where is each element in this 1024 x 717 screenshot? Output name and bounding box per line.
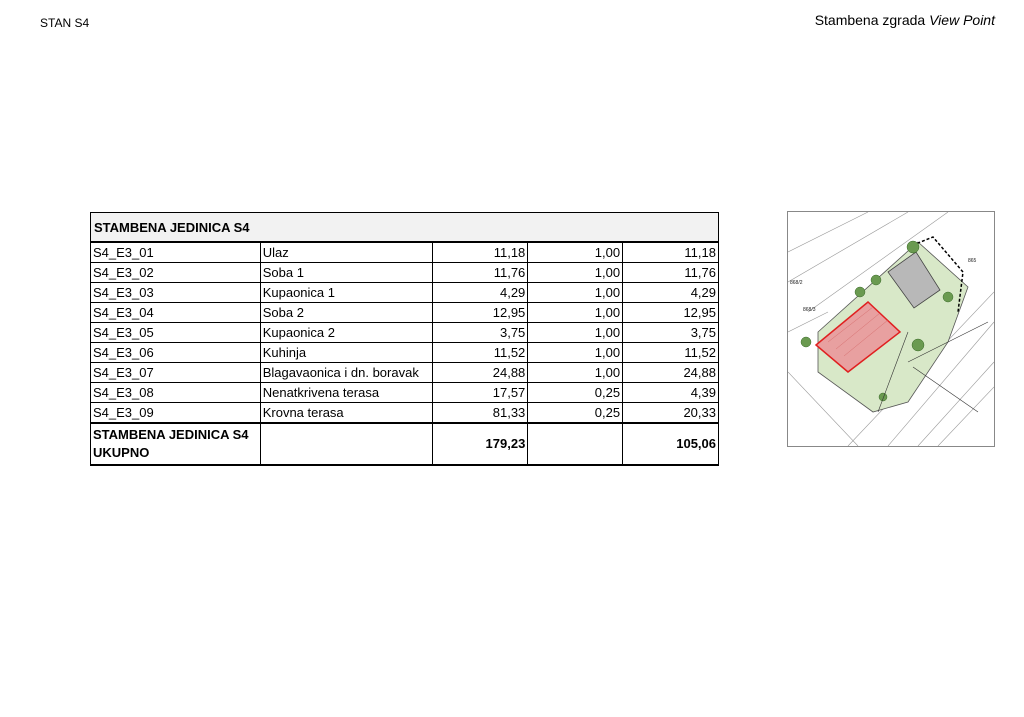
- parcel-label-868-2: 868/2: [790, 280, 803, 286]
- table-title: STAMBENA JEDINICA S4: [91, 213, 719, 243]
- room-code: S4_E3_01: [91, 242, 261, 263]
- net-area: 11,18: [623, 242, 719, 263]
- room-name: Nenatkrivena terasa: [260, 383, 433, 403]
- net-area: 3,75: [623, 323, 719, 343]
- room-name: Krovna terasa: [260, 403, 433, 424]
- net-area: 12,95: [623, 303, 719, 323]
- area-factor: 0,25: [528, 383, 623, 403]
- area-table: [90, 212, 719, 466]
- room-area: 11,18: [433, 242, 528, 263]
- table-row: [91, 403, 719, 424]
- area-factor: 1,00: [528, 303, 623, 323]
- total-net-area: 105,06: [623, 423, 719, 465]
- room-code: S4_E3_07: [91, 363, 261, 383]
- room-name: Kupaonica 1: [260, 283, 433, 303]
- room-area: 11,52: [433, 343, 528, 363]
- room-code: S4_E3_05: [91, 323, 261, 343]
- net-area: 11,52: [623, 343, 719, 363]
- area-factor: 1,00: [528, 263, 623, 283]
- room-name: Soba 1: [260, 263, 433, 283]
- table-row: [91, 323, 719, 343]
- room-area: 3,75: [433, 323, 528, 343]
- parcel-label-865: 865: [968, 258, 977, 264]
- table-row: [91, 383, 719, 403]
- room-name: Kupaonica 2: [260, 323, 433, 343]
- room-code: S4_E3_09: [91, 403, 261, 424]
- room-name: Ulaz: [260, 242, 433, 263]
- room-code: S4_E3_02: [91, 263, 261, 283]
- total-label-line2: UKUPNO: [93, 445, 150, 460]
- table-total-row: [91, 423, 719, 465]
- room-area: 12,95: [433, 303, 528, 323]
- total-room-empty: [260, 423, 433, 465]
- table-row: [91, 343, 719, 363]
- unit-label: STAN S4: [40, 16, 90, 30]
- total-label: [91, 423, 261, 465]
- room-area: 17,57: [433, 383, 528, 403]
- area-factor: 1,00: [528, 242, 623, 263]
- area-factor: 1,00: [528, 343, 623, 363]
- area-factor: 1,00: [528, 283, 623, 303]
- room-code: S4_E3_06: [91, 343, 261, 363]
- site-plan-map: [787, 211, 995, 447]
- total-factor-empty: [528, 423, 623, 465]
- room-code: S4_E3_04: [91, 303, 261, 323]
- area-factor: 1,00: [528, 323, 623, 343]
- net-area: 24,88: [623, 363, 719, 383]
- room-name: Kuhinja: [260, 343, 433, 363]
- room-area: 11,76: [433, 263, 528, 283]
- building-name: View Point: [929, 12, 995, 28]
- room-area: 81,33: [433, 403, 528, 424]
- table-row: [91, 303, 719, 323]
- total-area: 179,23: [433, 423, 528, 465]
- net-area: 4,39: [623, 383, 719, 403]
- area-factor: 0,25: [528, 403, 623, 424]
- net-area: 11,76: [623, 263, 719, 283]
- area-factor: 1,00: [528, 363, 623, 383]
- room-name: Soba 2: [260, 303, 433, 323]
- room-name: Blagavaonica i dn. boravak: [260, 363, 433, 383]
- net-area: 4,29: [623, 283, 719, 303]
- room-code: S4_E3_08: [91, 383, 261, 403]
- table-row: [91, 263, 719, 283]
- table-row: [91, 242, 719, 263]
- total-label-line1: STAMBENA JEDINICA S4: [93, 427, 249, 442]
- parcel-label-868-3: 868/3: [803, 307, 816, 313]
- table-row: [91, 283, 719, 303]
- net-area: 20,33: [623, 403, 719, 424]
- building-title: [815, 12, 995, 28]
- table-title-row: [91, 213, 719, 243]
- table-row: [91, 363, 719, 383]
- room-code: S4_E3_03: [91, 283, 261, 303]
- building-prefix: Stambena zgrada: [814, 12, 930, 28]
- room-area: 4,29: [433, 283, 528, 303]
- room-area: 24,88: [433, 363, 528, 383]
